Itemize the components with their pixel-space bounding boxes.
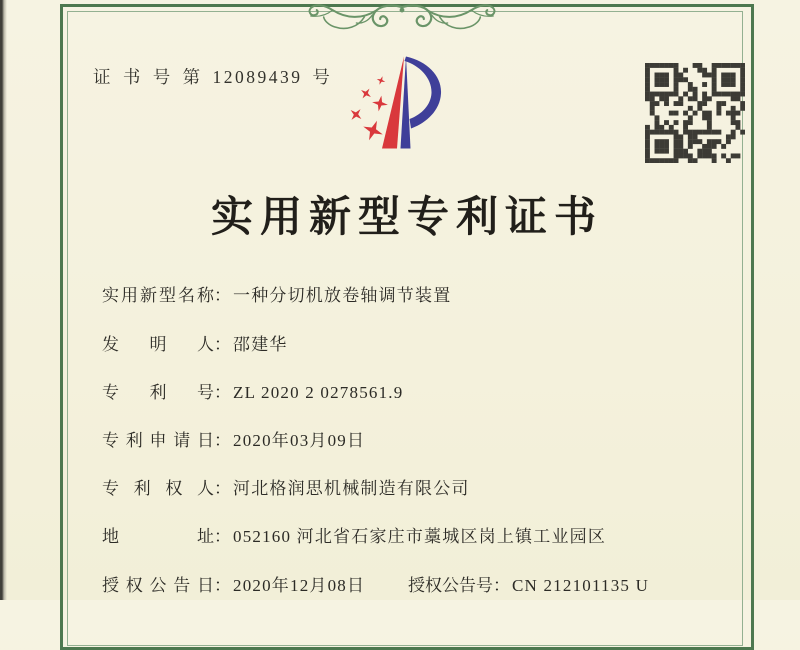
field-label: 实用新型名称 — [102, 286, 214, 305]
logo-blue-p — [401, 57, 442, 149]
qr-code — [645, 63, 745, 163]
field-value: ZL 2020 2 0278561.9 — [233, 383, 404, 402]
colon: ： — [214, 383, 231, 402]
scrollwork-ornament-icon — [283, 1, 521, 35]
colon: ： — [214, 335, 231, 354]
certificate-title: 实用新型专利证书 — [210, 195, 603, 241]
field-row-address — [102, 522, 740, 546]
scan-page-edge — [0, 0, 7, 600]
field-label: 授权公告日 — [102, 576, 214, 595]
field-value: 2020年03月09日 — [233, 431, 366, 450]
field-label: 地址 — [102, 527, 214, 546]
field-value: 2020年12月08日 — [233, 576, 366, 595]
field-value: 邵建华 — [233, 335, 288, 354]
grant-date-pair — [102, 576, 365, 595]
field-label: 专利权人 — [102, 479, 214, 498]
field-value: 河北格润思机械制造有限公司 — [233, 479, 470, 498]
field-row-patentee — [102, 474, 740, 498]
field-row-utility-model-name — [102, 281, 740, 305]
grant-number-pair — [408, 571, 649, 596]
cnipa-patent-logo-icon — [350, 52, 450, 151]
colon: ： — [214, 479, 231, 498]
field-row-application-date — [102, 426, 740, 450]
logo-stars — [350, 75, 389, 144]
field-value: CN 212101135 U — [512, 576, 650, 595]
field-row-patent-number — [102, 378, 740, 402]
field-label: 专利申请日 — [102, 431, 214, 450]
field-label: 发明人 — [102, 335, 214, 354]
colon: ： — [214, 431, 231, 450]
colon: ： — [493, 576, 510, 595]
colon: ： — [214, 286, 231, 305]
certificate-number: 证 书 号 第 12089439 号 — [93, 67, 333, 87]
field-value: 052160 河北省石家庄市藁城区岗上镇工业园区 — [233, 527, 607, 546]
field-value: 一种分切机放卷轴调节装置 — [233, 286, 452, 305]
field-label: 授权公告号 — [408, 576, 493, 595]
colon: ： — [214, 527, 231, 546]
field-row-inventor — [102, 330, 740, 354]
logo-red-wedge — [382, 57, 404, 149]
colon: ： — [214, 576, 231, 595]
field-label: 专利号 — [102, 383, 214, 402]
field-row-grant — [102, 571, 740, 595]
